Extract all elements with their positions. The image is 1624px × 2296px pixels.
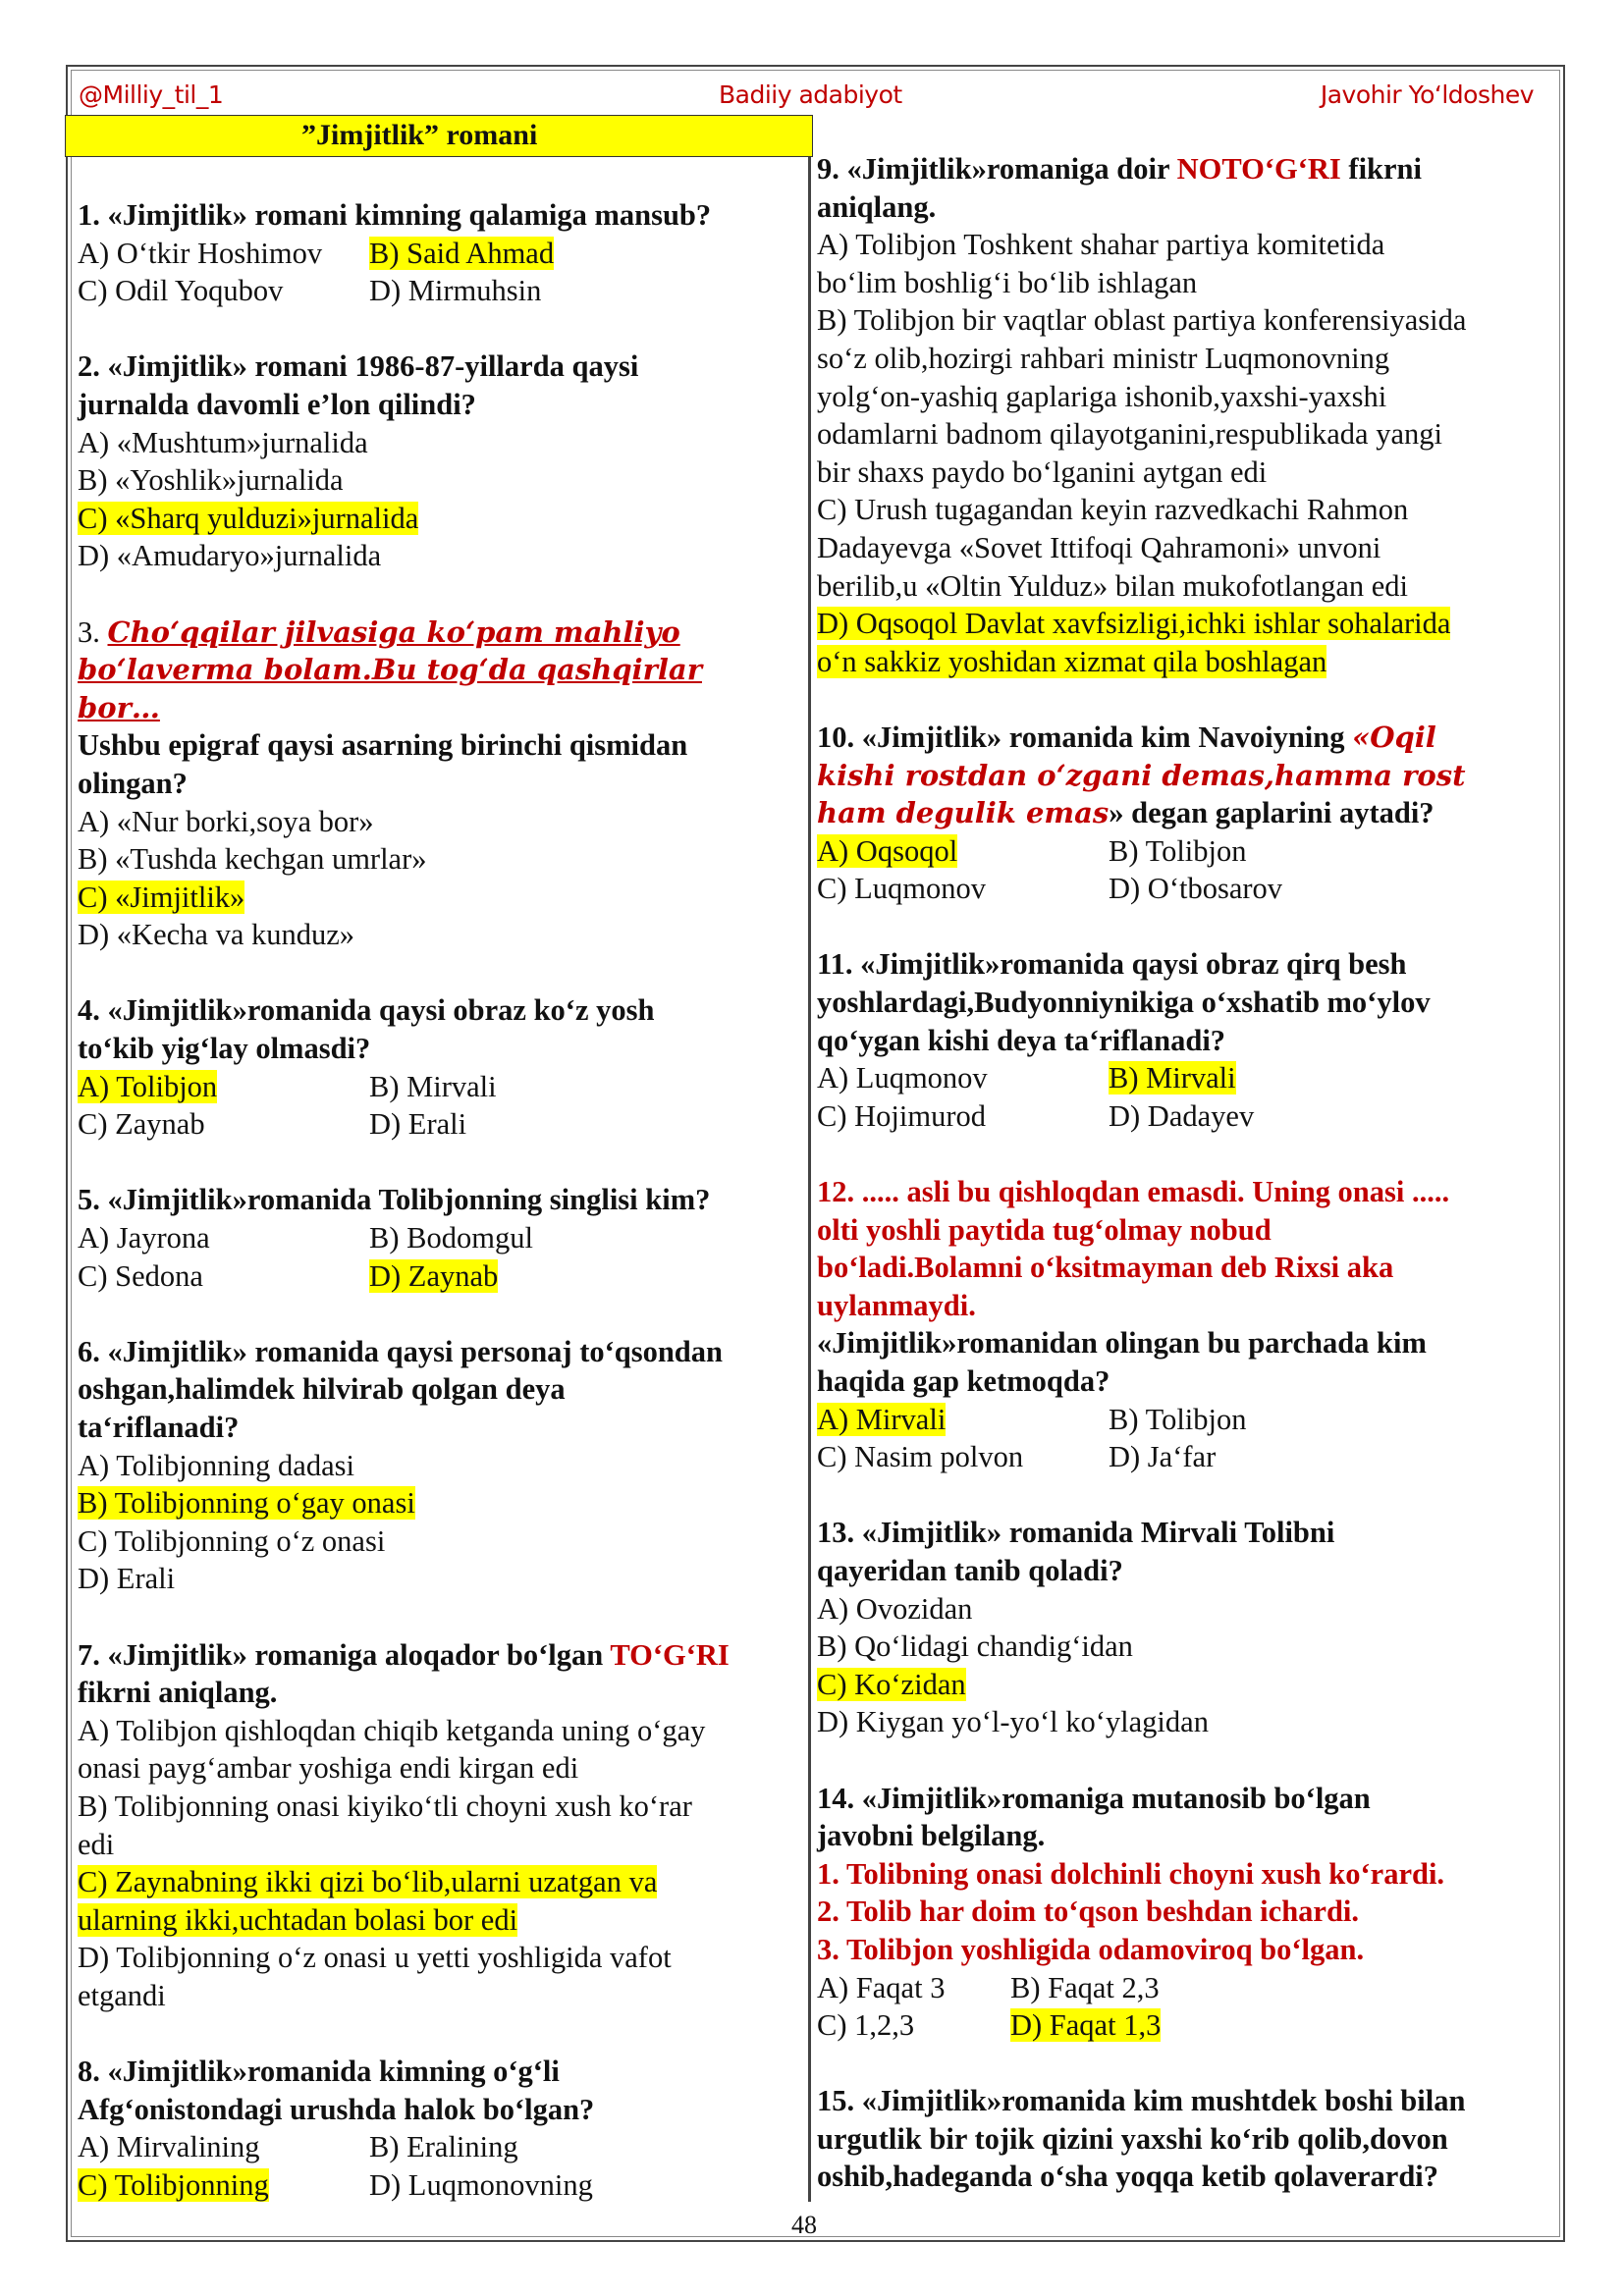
epigraph-line: bor… — [78, 690, 160, 724]
option-b-cont: odamlarni badnom qilayotganini,respublikada yangi — [817, 417, 1442, 452]
question-14-cont: javobni belgilang. — [817, 1819, 1046, 1853]
option-a-cont: bo‘lim boshlig‘i bo‘lib ishlagan — [817, 265, 1198, 299]
options-row — [817, 1401, 1548, 1439]
question-4-cont: to‘kib yig‘lay olmasdi? — [78, 1032, 371, 1066]
question-number: 3. — [78, 614, 108, 649]
option-d-cont: etgandi — [78, 1978, 166, 2012]
question-8-cont: Afg‘onistondagi urushda halok bo‘lgan? — [78, 2092, 595, 2126]
option-d: D) Erali — [369, 1107, 467, 1142]
option-d: D) Tolibjonning o‘z onasi u yetti yoshligida vafot — [78, 1941, 672, 1975]
options-row — [817, 1969, 1548, 2007]
option-c: C) Nasim polvon — [817, 1440, 1024, 1474]
option-b: B) Tolibjon bir vaqtlar oblast partiya konferensiyasida — [817, 303, 1467, 338]
option-b-cont: so‘z olib,hozirgi rahbari ministr Luqmonovning — [817, 341, 1390, 375]
option-a: A) Jayrona — [78, 1221, 210, 1255]
question-15: 15. «Jimjitlik»romanida kim mushtdek boshi bilan — [817, 2084, 1466, 2118]
option-a-correct: A) Tolibjon — [78, 1069, 218, 1103]
question-text-end: fikrni — [1340, 152, 1422, 186]
question-13: 13. «Jimjitlik» romanida Mirvali Tolibni — [817, 1516, 1335, 1550]
option-d: D) Erali — [78, 1562, 176, 1596]
question-14: 14. «Jimjitlik»romaniga mutanosib bo‘lgan — [817, 1781, 1371, 1815]
statement-3: 3. Tolibjon yoshligida odamoviroq bo‘lgan. — [817, 1932, 1365, 1966]
question-12-passage: olti yoshli paytida tug‘olmay nobud — [817, 1212, 1272, 1247]
question-3-epigraph — [78, 614, 804, 652]
question-12-cont: haqida gap ketmoqda? — [817, 1364, 1110, 1398]
option-d: D) Ja‘far — [1109, 1440, 1217, 1474]
options-row — [817, 832, 1548, 871]
header-subject: Badiiy adabiyot — [719, 80, 902, 109]
options-row — [817, 1097, 1548, 1136]
option-d-correct: D) Oqsoqol Davlat xavfsizligi,ichki ishlar sohalarida — [817, 607, 1451, 641]
question-2-cont: jurnalda davomli e’lon qilindi? — [78, 387, 476, 421]
option-c-correct: C) Tolibjonning — [78, 2167, 269, 2202]
question-1: 1. «Jimjitlik» romani kimning qalamiga mansub? — [78, 198, 712, 232]
question-3-cont: olingan? — [78, 766, 188, 800]
option-c: C) 1,2,3 — [817, 2008, 915, 2043]
option-a: A) O‘tkir Hoshimov — [78, 236, 323, 270]
option-c-correct: C) Zaynabning ikki qizi bo‘lib,ularni uzatgan va — [78, 1865, 658, 1899]
question-6-cont: ta‘riflanadi? — [78, 1411, 240, 1444]
question-12: «Jimjitlik»romanidan olingan bu parchada kim — [817, 1326, 1427, 1361]
option-b-correct: B) Tolibjonning o‘gay onasi — [78, 1486, 415, 1521]
question-6-cont: oshgan,halimdek hilvirab qolgan deya — [78, 1372, 566, 1407]
options-row — [78, 272, 804, 310]
option-d: D) Dadayev — [1109, 1098, 1255, 1133]
quote-text: ham degulik emas — [817, 796, 1110, 830]
option-a-cont: onasi payg‘ambar yoshiga endi kirgan edi — [78, 1751, 579, 1786]
quote-text: kishi rostdan o‘zgani demas,hamma rost — [817, 758, 1466, 792]
question-12-passage: uylanmaydi. — [817, 1288, 976, 1322]
option-b: B) Tolibjon — [1109, 1402, 1247, 1436]
option-b: B) Eralining — [369, 2130, 518, 2164]
option-a-correct: A) Mirvali — [817, 1402, 947, 1436]
options-row — [817, 870, 1548, 908]
question-3: Ushbu epigraf qaysi asarning birinchi qismidan — [78, 728, 688, 763]
options-row — [78, 235, 804, 273]
question-keyword: NOTO‘G‘RI — [1176, 152, 1341, 186]
option-c-correct-cont: ularning ikki,uchtadan bolasi bor edi — [78, 1902, 518, 1937]
option-b: B) Bodomgul — [369, 1221, 533, 1255]
option-a: A) «Mushtum»jurnalida — [78, 425, 368, 459]
option-a: A) Ovozidan — [817, 1591, 973, 1626]
question-10-cont — [817, 794, 1548, 832]
option-b-correct: B) Mirvali — [1109, 1061, 1236, 1095]
option-c: C) Tolibjonning o‘z onasi — [78, 1523, 386, 1558]
question-text: 9. «Jimjitlik»romaniga doir — [817, 152, 1177, 186]
quote-text: «Oqil — [1352, 720, 1436, 754]
question-7-cont: fikrni aniqlang. — [78, 1676, 278, 1710]
statement-2: 2. Tolib har doim to‘qson beshdan ichardi. — [817, 1895, 1360, 1929]
options-row — [78, 1105, 804, 1144]
page-number: 48 — [791, 2211, 817, 2239]
option-d: D) Luqmonovning — [369, 2167, 593, 2202]
column-divider — [808, 157, 811, 2202]
question-11-cont: yoshlardagi,Budyonniynikiga o‘xshatib mo‘ylov — [817, 986, 1431, 1020]
question-6: 6. «Jimjitlik» romanida qaysi personaj to‘qsondan — [78, 1334, 723, 1368]
option-a: A) Tolibjon Toshkent shahar partiya komitetida — [817, 228, 1385, 262]
option-c-correct: C) «Jimjitlik» — [78, 880, 245, 914]
epigraph-line: bo‘laverma bolam.Bu tog‘da qashqirlar — [78, 653, 702, 687]
option-b: B) Faqat 2,3 — [1010, 1970, 1160, 2004]
option-a: A) Tolibjonning dadasi — [78, 1448, 354, 1482]
question-7 — [78, 1636, 804, 1675]
options-row — [817, 1438, 1548, 1476]
option-c-cont: berilib,u «Oltin Yulduz» bilan mukofotlangan edi — [817, 568, 1408, 603]
option-b-correct: B) Said Ahmad — [369, 236, 555, 270]
option-c: C) Urush tugagandan keyin razvedkachi Rahmon — [817, 493, 1409, 527]
option-b: B) Tolibjonning onasi kiyiko‘tli choyni xush ko‘rar — [78, 1789, 692, 1823]
options-row — [817, 1059, 1548, 1097]
option-b: B) «Tushda kechgan umrlar» — [78, 842, 427, 877]
question-8: 8. «Jimjitlik»romanida kimning o‘g‘li — [78, 2055, 560, 2089]
question-11-cont: qo‘ygan kishi deya ta‘riflanadi? — [817, 1023, 1226, 1057]
section-title: ”Jimjitlik” romani — [65, 115, 813, 157]
page-header — [79, 80, 1542, 114]
header-channel: @Milliy_til_1 — [79, 80, 224, 109]
left-column — [78, 196, 804, 2204]
option-c: C) Odil Yoqubov — [78, 274, 284, 308]
option-d-correct-cont: o‘n sakkiz yoshidan xizmat qila boshlagan — [817, 644, 1327, 678]
options-row — [78, 1219, 804, 1257]
question-12-passage: bo‘ladi.Bolamni o‘ksitmayman deb Rixsi aka — [817, 1251, 1394, 1285]
question-text: 7. «Jimjitlik» romaniga aloqador bo‘lgan — [78, 1637, 611, 1672]
option-b: B) Mirvali — [369, 1069, 497, 1103]
question-9-cont: aniqlang. — [817, 189, 937, 224]
options-row — [817, 2006, 1548, 2045]
option-a: A) Faqat 3 — [817, 1970, 946, 2004]
question-12-passage: 12. ..... asli bu qishloqdan emasdi. Uning onasi ..... — [817, 1175, 1450, 1209]
option-b: B) «Yoshlik»jurnalida — [78, 463, 344, 498]
options-row — [78, 1257, 804, 1296]
options-row — [78, 2166, 804, 2205]
question-text-end: » degan gaplarini aytadi? — [1109, 796, 1435, 830]
option-a-correct: A) Oqsoqol — [817, 833, 958, 868]
question-5: 5. «Jimjitlik»romanida Tolibjonning singlisi kim? — [78, 1183, 711, 1217]
option-d-correct: D) Zaynab — [369, 1258, 499, 1293]
option-c: C) Luqmonov — [817, 872, 986, 906]
question-2: 2. «Jimjitlik» romani 1986-87-yillarda qaysi — [78, 349, 639, 384]
question-9 — [817, 150, 1548, 188]
option-b: B) Qo‘lidagi chandig‘idan — [817, 1629, 1133, 1664]
option-d: D) Mirmuhsin — [369, 274, 542, 308]
option-d: D) «Kecha va kunduz» — [78, 918, 355, 952]
option-c: C) Hojimurod — [817, 1098, 986, 1133]
question-text: 10. «Jimjitlik» romanida kim Navoiyning — [817, 720, 1353, 754]
statement-1: 1. Tolibning onasi dolchinli choyni xush ko‘rardi. — [817, 1856, 1445, 1891]
question-4: 4. «Jimjitlik»romanida qaysi obraz ko‘z yosh — [78, 993, 655, 1028]
option-b-cont: yolg‘on-yashiq gaplariga ishonib,yaxshi-yaxshi — [817, 379, 1387, 413]
option-c-cont: Dadayevga «Sovet Ittifoqi Qahramoni» unvoni — [817, 530, 1381, 564]
option-d: D) «Amudaryo»jurnalida — [78, 539, 382, 573]
right-column — [817, 150, 1548, 2196]
question-13-cont: qayeridan tanib qoladi? — [817, 1553, 1123, 1587]
option-c: C) Sedona — [78, 1258, 203, 1293]
option-d-correct: D) Faqat 1,3 — [1010, 2008, 1162, 2043]
option-b: B) Tolibjon — [1109, 833, 1247, 868]
question-11: 11. «Jimjitlik»romanida qaysi obraz qirq besh — [817, 947, 1407, 982]
question-15-cont: urgutlik bir tojik qizini yaxshi ko‘rib qolib,dovon — [817, 2121, 1448, 2156]
epigraph-line: Cho‘qqilar jilvasiga ko‘pam mahliyo — [107, 614, 680, 649]
question-15-cont: oshib,hadeganda o‘sha yoqqa ketib qolaverardi? — [817, 2160, 1439, 2194]
option-d: D) Kiygan yo‘l-yo‘l ko‘ylagidan — [817, 1705, 1209, 1739]
option-a: A) «Nur borki,soya bor» — [78, 804, 374, 838]
option-b-cont: bir shaxs paydo bo‘lganini aytgan edi — [817, 454, 1268, 489]
option-b-cont: edi — [78, 1827, 115, 1861]
header-author: Javohir Yo‘ldoshev — [1320, 80, 1534, 109]
option-c-correct: C) Ko‘zidan — [817, 1667, 966, 1701]
option-a: A) Tolibjon qishloqdan chiqib ketganda uning o‘gay — [78, 1713, 706, 1747]
question-keyword: TO‘G‘RI — [610, 1637, 730, 1672]
question-10 — [817, 719, 1548, 757]
option-d: D) O‘tbosarov — [1109, 872, 1283, 906]
option-a: A) Luqmonov — [817, 1061, 988, 1095]
options-row — [78, 2128, 804, 2166]
option-c-correct: C) «Sharq yulduzi»jurnalida — [78, 501, 419, 535]
options-row — [78, 1068, 804, 1106]
option-a: A) Mirvalining — [78, 2130, 260, 2164]
option-c: C) Zaynab — [78, 1107, 205, 1142]
